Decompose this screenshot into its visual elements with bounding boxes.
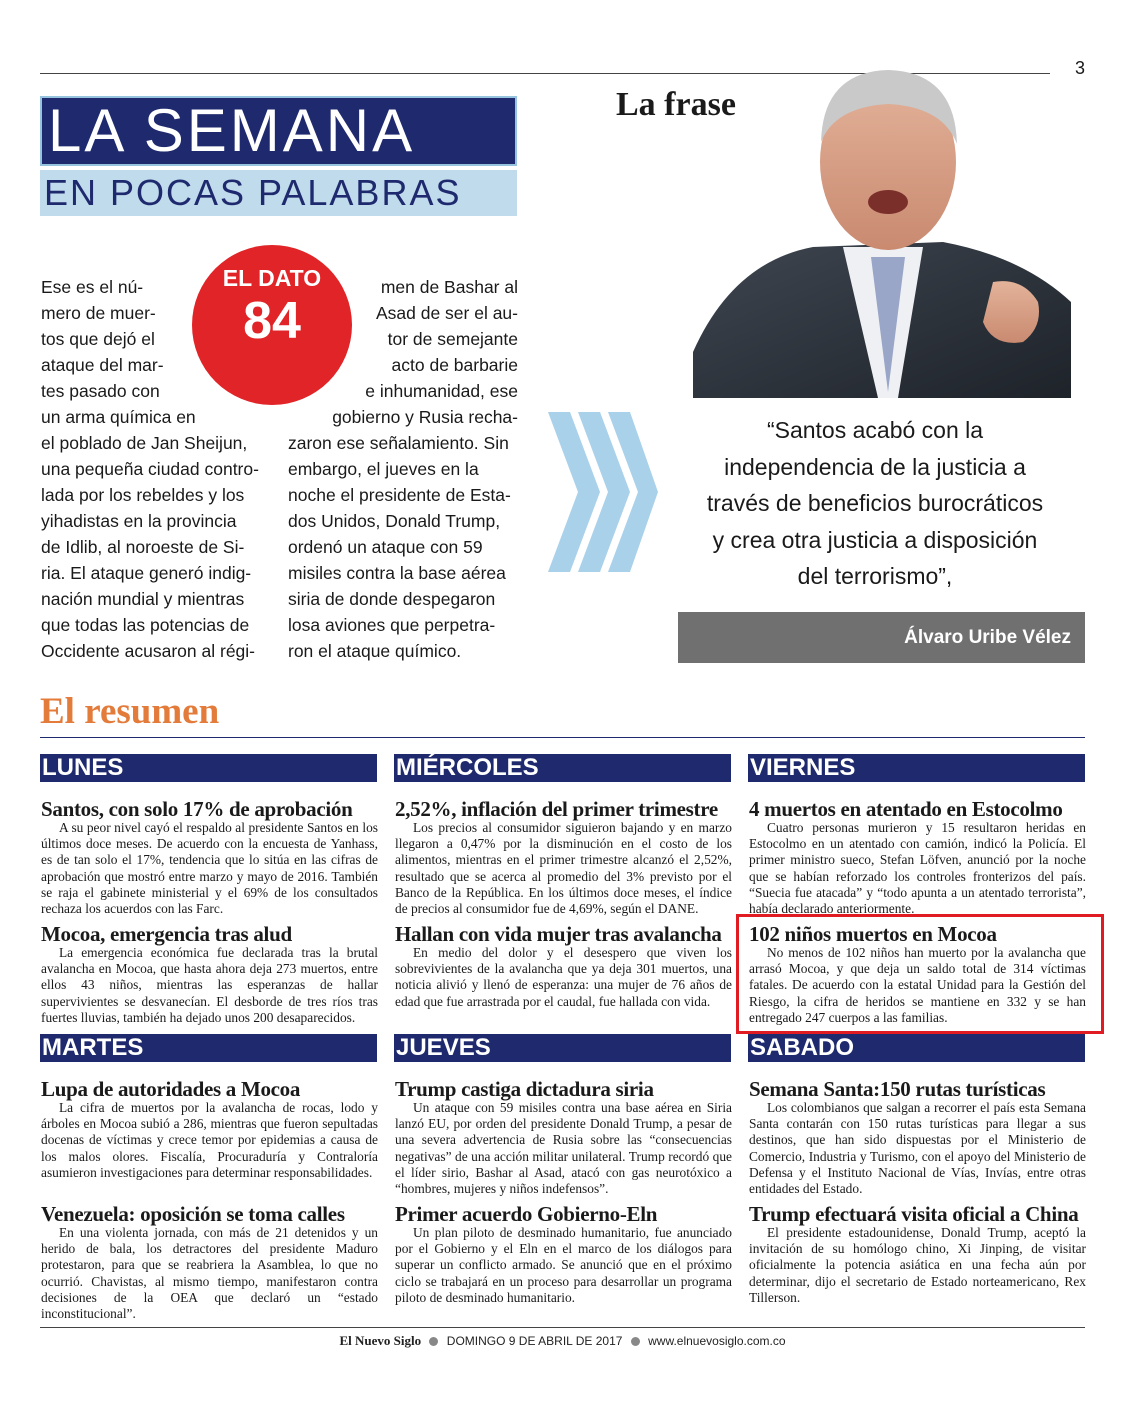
story-line: embargo, el jueves en la	[288, 459, 479, 479]
story-line: ron el ataque químico.	[288, 641, 462, 661]
story-line: ordenó un ataque con 59	[288, 537, 483, 557]
day-header-lunes: LUNES	[40, 754, 377, 782]
story-line: siria de donde despegaron	[288, 589, 496, 609]
story-title: Hallan con vida mujer tras avalancha	[395, 922, 722, 946]
frase-title: La frase	[616, 86, 736, 123]
story-line: ataque del mar-	[41, 355, 164, 375]
story-line: que todas las potencias de	[41, 615, 250, 635]
resumen-rule	[40, 737, 1085, 738]
dato-story-col1	[41, 274, 271, 664]
story-title: Lupa de autoridades a Mocoa	[41, 1077, 301, 1101]
story-title: Mocoa, emergencia tras alud	[41, 922, 292, 946]
footer	[0, 1333, 1125, 1349]
story-body: Un plan piloto de desminado humanitario, fue anunciado por el Gobierno y el Eln en el marco de los diálogos para superar un conflicto armado. Se anunció que en el próximo ciclo se trabajará en un proceso para desarrollar un programa piloto de desminado humanitario.	[395, 1225, 732, 1305]
story-body: La emergencia económica fue declarada tras la brutal avalancha en Mocoa, que hasta ahora deja 273 muertos, entre ellos 43 niños, mientras las esperanzas de hallar supervivientes se desvanecían. El desborde de tres ríos tras fuertes lluvias, también ha dejado unos 200 desaparecidos.	[41, 945, 378, 1025]
story-title: Trump efectuará visita oficial a China	[749, 1202, 1079, 1226]
masthead-title-box	[40, 96, 517, 166]
story-body: Un ataque con 59 misiles contra una base aérea en Siria lanzó EU, por orden del presidente Donald Trump, a pesar de una severa advertencia de Rusia sobre las “consecuencias negativas” de una acción militar unilateral. Trump recordó que el líder sirio, Bashar al Asad, atacó con gas neurotóxico a “hombres, mujeres y niños indefensos”.	[395, 1100, 732, 1197]
footer-url: www.elnuevosiglo.com.co	[648, 1334, 786, 1348]
story-body: En medio del dolor y el desespero que viven los sobrevivientes de la avalancha que ya deja 301 muertos, una noticia alivió y llenó de esperanza: una mujer de 76 años de edad que fue arrastrada por el caudal, fue hallada con vida.	[395, 945, 732, 1009]
quote-line: través de beneficios burocráticos	[706, 490, 1044, 516]
story-body: Los precios al consumidor siguieron bajando y en marzo llegaron a 0,47% por la disminución en el costo de los alimentos, mientras en el primer trimestre alcanzó el 2,52%, resultado que se acerca al promedio del 3% previsto por el Banco de la República. En los últimos doce meses, el índice de precios al consumidor fue de 4,69%, según el DANE.	[395, 820, 732, 917]
story-line: una pequeña ciudad contro-	[41, 459, 259, 479]
quote-line: del terrorismo”,	[797, 563, 953, 589]
day-header-viernes: VIERNES	[748, 754, 1085, 782]
story-line: men de Bashar al	[380, 277, 518, 297]
story-line: zaron ese señalamiento. Sin	[288, 433, 509, 453]
story-title: Semana Santa:150 rutas turísticas	[749, 1077, 1046, 1101]
footer-brand: El Nuevo Siglo	[339, 1333, 422, 1348]
story-line: lada por los rebeldes y los	[41, 485, 245, 505]
day-header-miercoles: MIÉRCOLES	[394, 754, 731, 782]
story-body: A su peor nivel cayó el respaldo al presidente Santos en los últimos doce meses. De acuerdo con la encuesta de Yanhass, es de tan solo el 17%, tendencia que lo sitúa en las cifras de aprobación que mostró entre marzo y mayo de 2016. También se raja el gabinete ministerial y el 69% de los consultados rechaza los acuerdos con las Farc.	[41, 820, 378, 917]
story-body: En una violenta jornada, con más de 21 detenidos y un herido de bala, los detractores del presidente Maduro protestaron, para que se reabriera la Asamblea, lo que no ocurrió. Chavistas, al mismo tiempo, manifestaron contra decisiones de la OEA que declaró un “estado inconstitucional”.	[41, 1225, 378, 1322]
story-title: Venezuela: oposición se toma calles	[41, 1202, 345, 1226]
masthead-subtitle-box	[40, 170, 517, 216]
story-line: Occidente acusaron al régi-	[41, 641, 255, 661]
chevron-arrows-icon	[548, 412, 658, 572]
story-title: Santos, con solo 17% de aprobación	[41, 797, 353, 821]
quote-line: independencia de la justicia a	[724, 453, 1026, 480]
story-body: La cifra de muertos por la avalancha de rocas, lodo y árboles en Mocoa subió a 286, mientras que fueron sepultadas docenas de víctimas y crece temor por epidemias a causa de los malos olores. Fiscalía, Procuraduría y Contraloría asumieron investigaciones para determinar responsabilidades.	[41, 1100, 378, 1180]
story-body: No menos de 102 niños han muerto por la avalancha que arrasó Mocoa, y que deja un saldo total de 314 víctimas fatales. De acuerdo con la estatal Unidad para la Gestión del Riesgo, la cifra de heridos se mantiene en 332 y se han entregado 247 cuerpos a las familias.	[749, 945, 1086, 1025]
story-body: El presidente estadounidense, Donald Trump, aceptó la invitación de su homólogo chino, Xi Jinping, de visitar oficialmente la potencia asiática en una fecha aún por determinar, dijo el secretario de Estado norteamericano, Rex Tillerson.	[749, 1225, 1086, 1305]
footer-date: DOMINGO 9 DE ABRIL DE 2017	[446, 1334, 623, 1348]
story-line: gobierno y Rusia recha-	[332, 407, 518, 427]
story-line: tos que dejó el	[41, 329, 155, 349]
story-title: 4 muertos en atentado en Estocolmo	[749, 797, 1063, 821]
story-line: el poblado de Jan Sheijun,	[41, 433, 248, 453]
speaker-photo	[693, 52, 1071, 398]
day-header-jueves: JUEVES	[394, 1034, 731, 1062]
page-number: 3	[1074, 58, 1085, 78]
story-title: Primer acuerdo Gobierno-Eln	[395, 1202, 658, 1226]
story-title: 102 niños muertos en Mocoa	[749, 922, 997, 946]
story-title: 2,52%, inflación del primer trimestre	[395, 797, 718, 821]
story-line: tor de semejante	[387, 329, 518, 349]
dato-label: EL DATO	[222, 265, 322, 291]
story-line: de Idlib, al noroeste de Si-	[41, 537, 245, 557]
quote-line: “Santos acabó con la	[766, 417, 984, 443]
story-line: misiles contra la base aérea	[288, 563, 506, 583]
story-line: ria. El ataque generó indig-	[41, 563, 252, 583]
story-line: Ese es el nú-	[41, 277, 144, 297]
story-line: losa aviones que perpetra-	[288, 615, 496, 635]
dato-number: 84	[243, 292, 301, 350]
story-line: acto de barbarie	[391, 355, 518, 375]
story-line: yihadistas en la provincia	[41, 511, 237, 531]
story-line: dos Unidos, Donald Trump,	[288, 511, 501, 531]
story-body: Los colombianos que salgan a recorrer el país esta Semana Santa contarán con 150 rutas turísticas para llegar a sus destinos, que han sido dispuestas por el Ministerio de Comercio, Industria y Turismo, con el apoyo del Ministerio de Defensa y el Instituto Nacional de Vías, Invías, entre otras entidades del Estado.	[749, 1100, 1086, 1197]
story-line: nación mundial y mientras	[41, 589, 245, 609]
bullet-icon	[631, 1337, 640, 1346]
highlight-box	[736, 914, 1104, 1034]
masthead-subtitle: EN POCAS PALABRAS	[44, 172, 462, 213]
story-line: tes pasado con	[41, 381, 160, 401]
story-line: noche el presidente de Esta-	[288, 485, 511, 505]
masthead-title: LA SEMANA	[48, 97, 416, 164]
story-line: mero de muer-	[41, 303, 156, 323]
story-title: Trump castiga dictadura siria	[395, 1077, 654, 1101]
story-line: Asad de ser el au-	[375, 303, 518, 323]
quote-line: y crea otra justicia a disposición	[712, 526, 1038, 553]
bullet-icon	[429, 1337, 438, 1346]
frase-quote	[680, 412, 1070, 595]
footer-rule	[40, 1327, 1085, 1328]
frase-author: Álvaro Uribe Vélez	[678, 612, 1085, 663]
day-header-sabado: SABADO	[748, 1034, 1085, 1062]
day-header-martes: MARTES	[40, 1034, 377, 1062]
story-body: Cuatro personas murieron y 15 resultaron heridas en Estocolmo en un atentado con camión, indicó la Policía. El primer ministro sueco, Stefan Löfven, anunció por la noche que se habían reforzado los controles fronterizos del país. “Suecia fue atacada” y “todo apunta a un atentado terrorista”, había declarado anteriormente.	[749, 820, 1086, 917]
resumen-title: El resumen	[40, 691, 220, 732]
story-line: e inhumanidad, ese	[365, 381, 518, 401]
story-line: un arma química en	[41, 407, 196, 427]
dato-story-col2	[288, 274, 518, 664]
